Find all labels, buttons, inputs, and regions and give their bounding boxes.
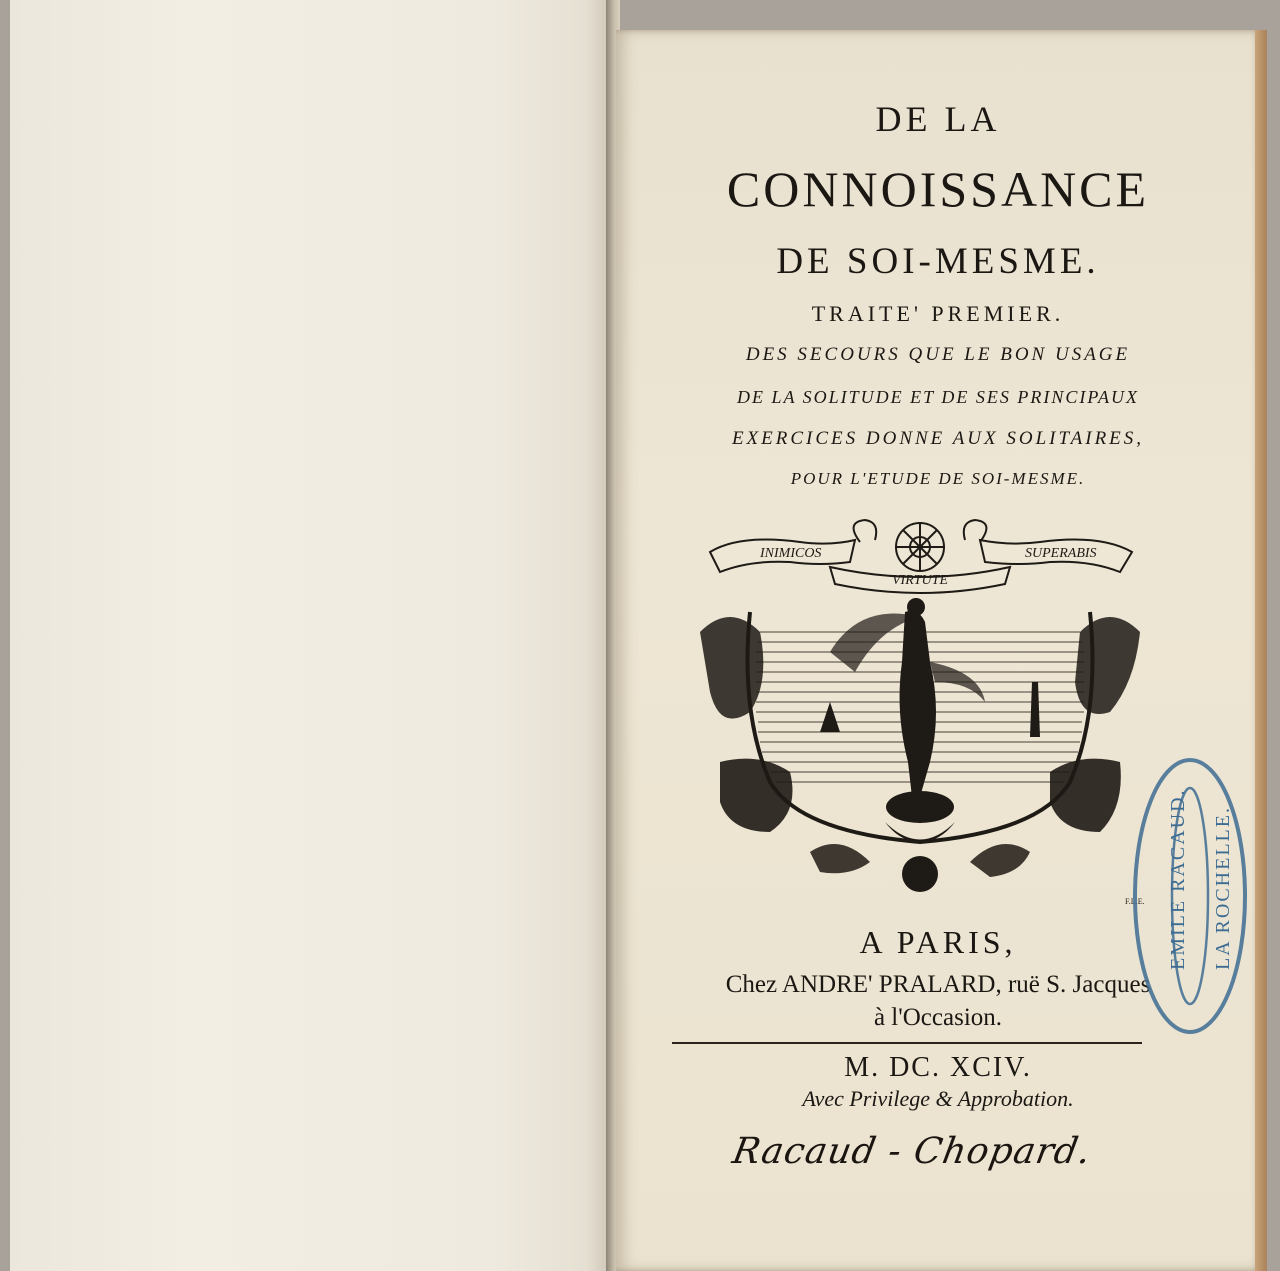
divider-rule: [672, 1042, 1142, 1044]
vignette-motto-center: VIRTUTE: [892, 573, 948, 588]
stamp-line-2: LA ROCHELLE.: [1212, 806, 1234, 970]
engraver-mark: F.L.E.: [1125, 897, 1145, 906]
vignette-motto-left: INIMICOS: [760, 546, 822, 561]
blank-left-page: [10, 0, 611, 1271]
title-line-2: CONNOISSANCE: [726, 161, 1150, 217]
imprint-publisher: Chez ANDRE' PRALARD, ruë S. Jacques: [725, 971, 1151, 998]
imprint-sign: à l'Occasion.: [873, 1004, 1003, 1031]
vignette-motto-right: SUPERABIS: [1025, 546, 1097, 561]
title-line-1: DE LA: [875, 99, 1001, 139]
imprint-city: A PARIS,: [859, 924, 1017, 960]
subtitle-line-4: POUR L'ETUDE DE SOI-MESME.: [790, 469, 1086, 488]
subtitle-line-1: DES SECOURS QUE LE BON USAGE: [745, 344, 1131, 365]
treatise-heading: TRAITE' PREMIER.: [811, 301, 1065, 326]
subtitle-line-3: EXERCICES DONNE AUX SOLITAIRES,: [731, 428, 1145, 449]
subtitle-line-2: DE LA SOLITUDE ET DE SES PRINCIPAUX: [736, 387, 1139, 407]
imprint-privilege: Avec Privilege & Approbation.: [802, 1086, 1074, 1111]
stamp-line-1: EMILE RACAUD.: [1167, 788, 1189, 970]
engraved-vignette: [680, 512, 1160, 912]
title-line-3: DE SOI-MESME.: [776, 241, 1100, 282]
handwritten-inscription: Racaud - Chopard.: [729, 1131, 1095, 1172]
imprint-date: M. DC. XCIV.: [844, 1052, 1032, 1083]
